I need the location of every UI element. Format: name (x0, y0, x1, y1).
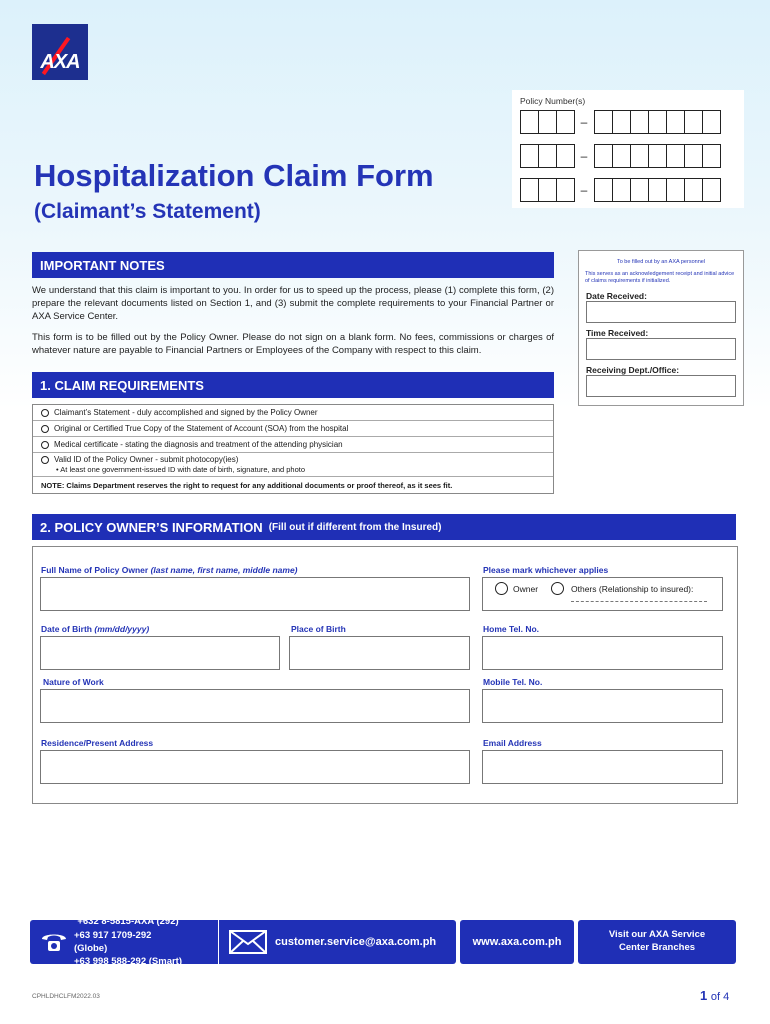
full-name-field[interactable] (40, 577, 470, 611)
requirement-text: Claimant’s Statement - duly accomplished and signed by the Policy Owner (54, 408, 318, 417)
policy-number-row[interactable] (520, 178, 720, 202)
others-option-label: Others (Relationship to insured): (571, 584, 694, 594)
email-link[interactable]: customer.service@axa.com.ph (275, 936, 437, 948)
claim-requirements-header (32, 372, 554, 398)
digit-cell[interactable] (594, 144, 613, 168)
policy-owner-header (32, 514, 736, 540)
relationship-input[interactable] (571, 601, 707, 602)
digit-cell[interactable] (594, 110, 613, 134)
list-item (33, 405, 553, 421)
requirement-subtext: • At least one government-issued ID with date of birth, signature, and photo (56, 465, 306, 474)
policy-number-row[interactable] (520, 144, 720, 168)
email-label: Email Address (483, 738, 542, 748)
page-subtitle: (Claimant’s Statement) (34, 200, 261, 223)
policy-owner-title: 2. POLICY OWNER’S INFORMATION (40, 519, 263, 535)
receiving-dept-field[interactable] (586, 375, 736, 397)
dob-hint: (mm/dd/yyyy) (94, 624, 150, 634)
policy-dash: – (580, 115, 588, 129)
address-label: Residence/Present Address (41, 738, 154, 748)
checkbox-circle-icon[interactable] (41, 409, 49, 417)
phone-number[interactable]: +632 8-5815-AXA (292) (77, 916, 179, 928)
notes-paragraph-1: We understand that this claim is important to you. In order for us to speed up the process, please (1) complete this form, (2) prepare the relevant documents listed on Section 1, and (3) submit the complete requirements to your Financial Partner or AXA Service Center. (32, 285, 554, 323)
dob-label (41, 624, 149, 634)
requirement-text: Original or Certified True Copy of the Statement of Account (SOA) from the hospital (54, 424, 349, 433)
phone-number[interactable]: +63 917 1709-292 (Globe) (74, 929, 152, 954)
policy-number-label: Policy Number(s) (520, 96, 586, 106)
work-field[interactable] (40, 689, 470, 723)
date-received-label: Date Received: (586, 291, 647, 301)
requirement-text: Valid ID of the Policy Owner - submit photocopy(ies) (54, 455, 239, 464)
requirements-list (32, 404, 554, 494)
page-title: Hospitalization Claim Form (34, 158, 434, 193)
digit-cell[interactable] (612, 144, 631, 168)
digit-cell[interactable] (520, 110, 539, 134)
notes-paragraph-2: This form is to be filled out by the Policy Owner. Please do not sign on a blank form. No fees, commissions or charges of whatever nature are payable to Financial Partners or Employees of the Company with respect to this claim. (32, 332, 554, 357)
axa-logo (32, 24, 88, 80)
policy-number-box (512, 90, 744, 208)
digit-cell[interactable] (612, 110, 631, 134)
policy-dash: – (580, 149, 588, 163)
list-item (33, 437, 553, 453)
office-note-title: To be filled out by an AXA personnel (616, 259, 706, 265)
form-code: CPHLDHCLFM2022.03 (32, 993, 100, 1000)
digit-cell[interactable] (648, 110, 667, 134)
full-name-hint: (last name, first name, middle name) (150, 565, 298, 575)
page-current: 1 (700, 988, 708, 1003)
office-note-text: This serves as an acknowledgement receipt and initial advice of claims requirements if initialized. (585, 271, 735, 285)
work-label: Nature of Work (43, 677, 104, 687)
logo-text: AXA (40, 51, 80, 73)
digit-cell[interactable] (684, 110, 703, 134)
important-notes-header (32, 252, 554, 278)
website-text[interactable]: www.axa.com.ph (472, 936, 562, 948)
digit-cell[interactable] (666, 110, 685, 134)
mobile-label: Mobile Tel. No. (483, 677, 543, 687)
list-item (33, 453, 553, 477)
checkbox-circle-icon[interactable] (41, 456, 49, 464)
date-received-field[interactable] (586, 301, 736, 323)
phone-icon (34, 930, 74, 954)
dob-field[interactable] (40, 636, 280, 670)
office-use-box (578, 250, 744, 406)
policy-dash: – (580, 183, 588, 197)
digit-cell[interactable] (702, 178, 721, 202)
digit-cell[interactable] (666, 178, 685, 202)
mobile-field[interactable] (482, 689, 723, 723)
digit-cell[interactable] (702, 144, 721, 168)
pob-field[interactable] (289, 636, 470, 670)
contact-bar (30, 916, 456, 968)
digit-cell[interactable] (648, 178, 667, 202)
page-total: of 4 (710, 991, 730, 1003)
digit-cell[interactable] (684, 178, 703, 202)
full-name-label-text: Full Name of Policy Owner (41, 565, 149, 575)
home-tel-field[interactable] (482, 636, 723, 670)
address-field[interactable] (40, 750, 470, 784)
email-field[interactable] (482, 750, 723, 784)
digit-cell[interactable] (630, 144, 649, 168)
others-radio[interactable] (551, 582, 564, 595)
digit-cell[interactable] (702, 110, 721, 134)
checkbox-circle-icon[interactable] (41, 441, 49, 449)
policy-owner-form (32, 546, 738, 804)
requirements-note: NOTE: Claims Department reserves the right to request for any additional documents or proof thereof, as it sees fit. (41, 480, 453, 490)
digit-cell[interactable] (594, 178, 613, 202)
branches-text[interactable]: Visit our AXA Service Center Branches (608, 929, 706, 953)
receiving-dept-label: Receiving Dept./Office: (586, 365, 680, 375)
policy-number-row[interactable] (520, 110, 720, 134)
checkbox-circle-icon[interactable] (41, 425, 49, 433)
digit-cell[interactable] (648, 144, 667, 168)
time-received-label: Time Received: (586, 328, 649, 338)
digit-cell[interactable] (520, 178, 539, 202)
digit-cell[interactable] (666, 144, 685, 168)
owner-option-label: Owner (513, 584, 539, 594)
digit-cell[interactable] (556, 178, 575, 202)
time-received-field[interactable] (586, 338, 736, 360)
branches-link[interactable] (578, 920, 736, 964)
digit-cell[interactable] (612, 178, 631, 202)
home-tel-label: Home Tel. No. (483, 624, 540, 634)
mail-icon (229, 930, 267, 954)
claim-requirements-title: 1. CLAIM REQUIREMENTS (40, 377, 204, 393)
owner-radio[interactable] (495, 582, 508, 595)
digit-cell[interactable] (538, 178, 557, 202)
requirement-text: Medical certificate - stating the diagnosis and treatment of the attending physician (54, 440, 343, 449)
divider (218, 920, 219, 964)
full-name-label (41, 565, 298, 575)
pob-label: Place of Birth (291, 624, 346, 634)
policy-owner-note: (Fill out if different from the Insured) (268, 521, 442, 533)
website-link[interactable] (460, 920, 574, 964)
phone-numbers (74, 915, 182, 968)
requirement-block (54, 455, 305, 474)
digit-cell[interactable] (538, 144, 557, 168)
important-notes-title: IMPORTANT NOTES (40, 257, 165, 273)
dob-label-text: Date of Birth (41, 624, 92, 634)
mark-label: Please mark whichever applies (483, 565, 609, 575)
digit-cell[interactable] (556, 144, 575, 168)
digit-cell[interactable] (520, 144, 539, 168)
digit-cell[interactable] (538, 110, 557, 134)
digit-cell[interactable] (630, 110, 649, 134)
list-item (33, 421, 553, 437)
digit-cell[interactable] (556, 110, 575, 134)
phone-number[interactable]: +63 998 588-292 (Smart) (74, 956, 183, 968)
digit-cell[interactable] (684, 144, 703, 168)
relationship-box (482, 577, 723, 611)
page-number (700, 988, 729, 1003)
digit-cell[interactable] (630, 178, 649, 202)
